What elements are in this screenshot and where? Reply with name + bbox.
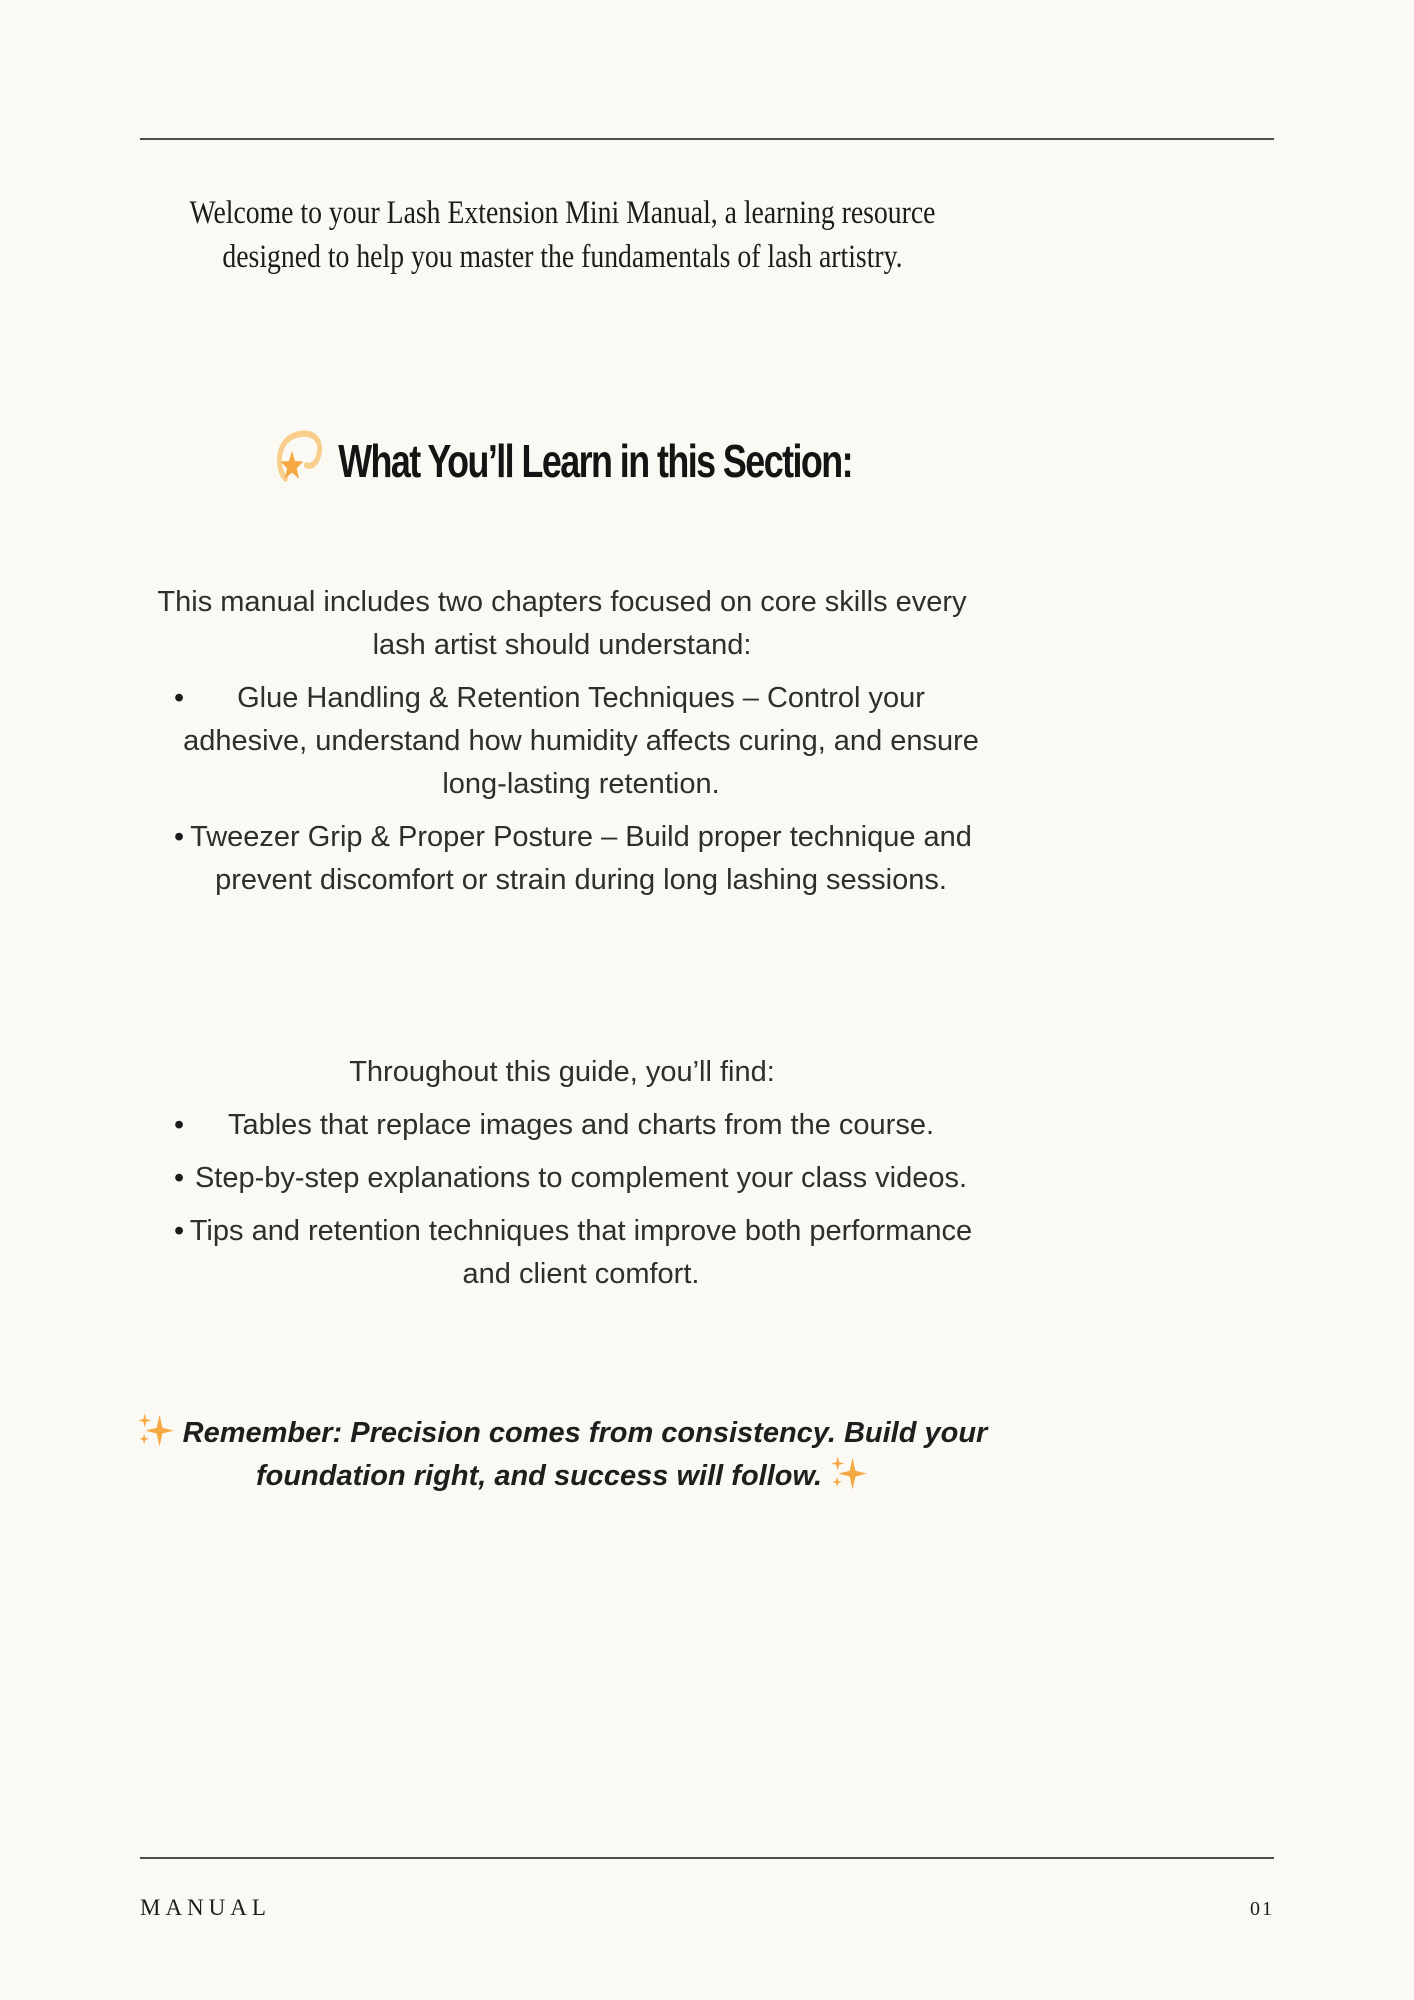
section-heading-text: What You’ll Learn in this Section: xyxy=(337,435,852,488)
bullet-marker: • xyxy=(174,1109,185,1142)
bullet-marker: • xyxy=(174,681,185,714)
bullet-marker: • xyxy=(174,1215,185,1248)
guide-bullet-list xyxy=(140,1104,984,1296)
section-heading xyxy=(272,427,851,489)
sparkles-icon xyxy=(137,1411,175,1449)
bullet-marker: • xyxy=(174,820,185,853)
list-item xyxy=(140,1210,984,1296)
footer-rule xyxy=(140,1857,1274,1859)
top-rule xyxy=(140,138,1274,140)
content-column xyxy=(140,192,988,1497)
list-item-text: Tables that replace images and charts from the course. xyxy=(227,1109,935,1142)
reminder-text: Remember: Precision comes from consistency. Build your foundation right, and success will follow. xyxy=(182,1416,988,1493)
overview-bullet-list xyxy=(140,677,984,902)
list-item xyxy=(140,1104,984,1147)
list-item-text: Tweezer Grip & Proper Posture – Build proper technique and prevent discomfort or strain during long lashing sessions. xyxy=(190,820,972,896)
sparkles-icon xyxy=(830,1454,868,1492)
bullet-marker: • xyxy=(174,1162,185,1195)
page-footer xyxy=(140,1857,1274,2000)
list-item-text: Tips and retention techniques that improve both performance and client comfort. xyxy=(189,1215,973,1291)
overview-lead: This manual includes two chapters focused on core skills every lash artist should understand: xyxy=(157,586,967,661)
section-heading-row xyxy=(140,427,984,489)
list-item-text: Step-by-step explanations to complement your class videos. xyxy=(194,1162,968,1195)
footer-label: MANUAL xyxy=(140,1895,271,1920)
guide-lead: Throughout this guide, you’ll find: xyxy=(349,1056,775,1089)
list-item xyxy=(140,677,984,806)
dizzy-star-icon xyxy=(272,427,327,489)
list-item-text: Glue Handling & Retention Techniques – Control your adhesive, understand how humidity affects curing, and ensure long-lasting retention. xyxy=(183,681,979,800)
footer-row xyxy=(140,1895,1274,1921)
page-number: 01 xyxy=(1250,1898,1274,1920)
list-item xyxy=(140,816,984,902)
list-item xyxy=(140,1157,984,1200)
reminder-note xyxy=(112,1411,1012,1497)
intro-paragraph: Welcome to your Lash Extension Mini Manual, a learning resource designed to help you master the fundamentals of lash artistry. xyxy=(189,195,936,275)
